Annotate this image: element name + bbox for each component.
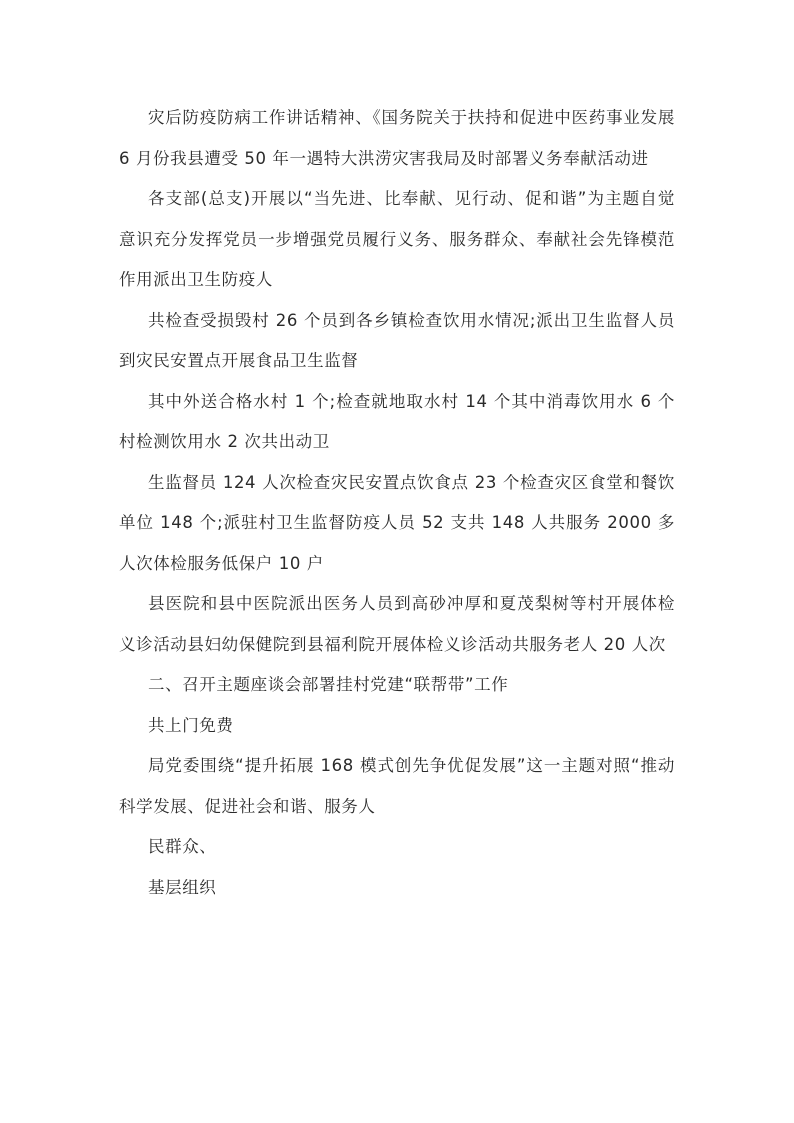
paragraph: 共上门免费 [148, 715, 234, 735]
paragraph: 各支部(总支)开展以“当先进、比奉献、见行动、促和谐”为主题自觉意识充分发挥党员一步增强党员履行义务、服务群众、奉献社会先锋模范作用派出卫生防疫人 [119, 189, 675, 289]
document-body [119, 98, 675, 908]
paragraph: 局党委围绕“提升拓展 168 模式创先争优促发展”这一主题对照“推动科学发展、促进社会和谐、服务人 [119, 756, 675, 816]
paragraph: 灾后防疫防病工作讲话精神、《国务院关于扶持和促进中医药事业发展 6 月份我县遭受 50 年一遇特大洪涝灾害我局及时部署义务奉献活动进 [119, 108, 675, 168]
paragraph: 其中外送合格水村 1 个;检查就地取水村 14 个其中消毒饮用水 6 个村检测饮用水 2 次共出动卫 [119, 391, 675, 451]
paragraph: 基层组织 [148, 877, 217, 897]
paragraph: 县医院和县中医院派出医务人员到高砂冲厚和夏茂梨树等村开展体检义诊活动县妇幼保健院到县福利院开展体检义诊活动共服务老人 20 人次 [119, 594, 675, 654]
paragraph: 民群众、 [148, 837, 217, 856]
paragraph: 共检查受损毁村 26 个员到各乡镇检查饮用水情况;派出卫生监督人员到灾民安置点开展食品卫生监督 [119, 310, 675, 370]
paragraph: 生监督员 124 人次检查灾民安置点饮食点 23 个检查灾区食堂和餐饮单位 148 个;派驻村卫生监督防疫人员 52 支共 148 人共服务 2000 多人次体检服务低保户 10 户 [119, 472, 675, 573]
section-heading: 二、召开主题座谈会部署挂村党建“联帮带”工作 [148, 675, 509, 694]
